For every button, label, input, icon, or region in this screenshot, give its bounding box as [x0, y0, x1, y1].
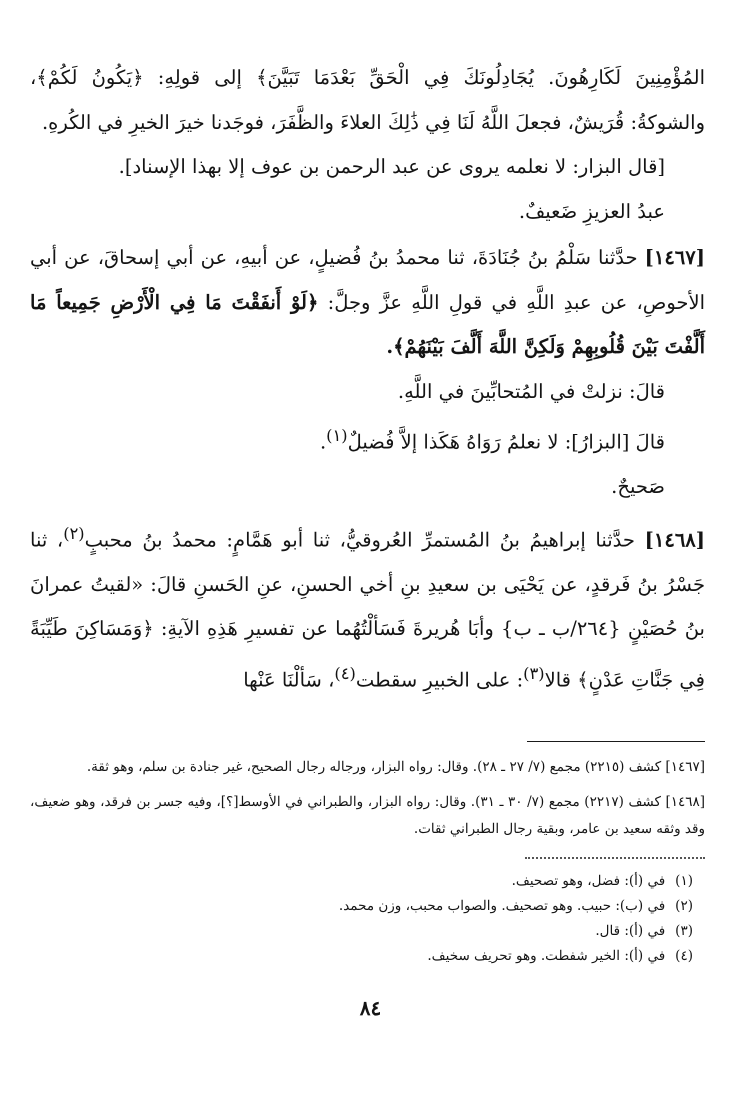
hadith-1467-commentary: قالَ: نزلتْ في المُتحابِّينَ في اللَّهِ.	[397, 379, 665, 403]
hadith-1467-line-2	[30, 414, 705, 465]
grading-line: عبدُ العزيزِ ضَعيفٌ.	[518, 199, 665, 223]
note-number: (٤)	[675, 947, 693, 964]
bazzar-comment-1	[30, 145, 705, 190]
hadith-1468-part-d: ، سَألْنَا عَنْها	[243, 668, 335, 691]
takhrij-1467: [١٤٦٧] كشف (٢٢١٥) مجمع (٧/ ٢٧ ـ ٢٨). وقال: رواه البزار، ورجاله رجال الصحيح، غير جنادة بن سلم، وهو ثقة.	[86, 758, 705, 775]
note-number: (٣)	[675, 922, 693, 939]
dotted-separator	[525, 857, 705, 859]
hadith-1468	[30, 512, 705, 703]
hadith-1467-chain: حدَّثنا سَلْمُ بنُ جُنَادَةَ، ثنا محمدُ بنُ فُضيلٍ، عن أبيهِ، عن أبي إسحاقَ، عن أبي الأحوصِ، عن عبدِ اللَّهِ في قولِ اللَّهِ عزَّ وجلَّ:	[30, 246, 705, 314]
hadith-1468-part-a: حدَّثنا إبراهيمُ بنُ المُستمرِّ العُروقيُّ، ثنا أبو هَمَّامٍ: محمدُ بنُ محببٍ	[84, 528, 635, 551]
hadith-1467-remark-end: .	[319, 430, 327, 454]
takhrij-1468: [١٤٦٨] كشف (٢٢١٧) مجمع (٧/ ٣٠ ـ ٣١). وقال: رواه البزار، والطبراني في الأوسط[؟]، وفيه جسر بن فرقد، وهو ضعيف، وقد وثقه سعيد بن عامر، وبقية رجال الطبراني ثقات.	[30, 793, 706, 837]
intro-text: المُؤْمِنِينَ لَكَارِهُونَ. يُجَادِلُونَكَ فِي الْحَقِّ بَعْدَمَا تَبَيَّنَ﴾ إلى قولِهِ: ﴿يَكُونُ لَكُمْ﴾، والشوكةُ: قُرَيشٌ، فجعلَ اللَّهُ لَنَا فِي ذَٰلِكَ العلاءَ والظَّفَرَ، فوجَدنا خيرَ الخيرِ في الكُرهِ.	[30, 66, 705, 134]
note-number: (١)	[675, 872, 693, 889]
footnote-divider	[527, 741, 705, 742]
note-number: (٢)	[675, 897, 693, 914]
hadith-1467-bazzar-remark: قالَ [البزارُ]: لا نعلمُ رَوَاهُ هَكَذا إلاَّ فُضيلٌ	[347, 430, 665, 454]
page-number: ٨٤	[359, 996, 382, 1020]
note-item	[30, 919, 693, 944]
bazzar-comment-line: [قال البزار: لا نعلمه يروى عن عبد الرحمن بن عوف إلا بهذا الإسناد].	[118, 155, 665, 178]
note-item	[30, 894, 693, 919]
note-item	[30, 869, 693, 894]
hadith-1467-verse: ﴿لَوْ أَنفَقْتَ مَا فِي الْأَرْضِ جَمِيعاً مَا أَلَّفْتَ بَيْنَ قُلُوبِهِمْ وَلَكِنَّ اللَّهَ أَلَّفَ بَيْنَهُمْ﴾.	[30, 290, 705, 358]
hadith-number-1467: [١٤٦٧]	[644, 246, 705, 269]
note-item	[30, 944, 693, 969]
note-text: في (أ): قال.	[595, 922, 666, 939]
takhrij-footnotes	[30, 754, 705, 843]
hadith-1467	[30, 236, 705, 370]
note-text: في (أ): فضل، وهو تصحيف.	[511, 872, 666, 889]
paragraph-intro	[30, 56, 705, 145]
note-text: في (أ): الخير شفطت. وهو تحريف سخيف.	[427, 947, 666, 964]
hadith-1467-line-3	[30, 465, 705, 510]
hadith-number-1468: [١٤٦٨]	[644, 528, 706, 551]
main-text	[30, 56, 705, 703]
footnote-ref-4[interactable]: (٤)	[334, 663, 356, 683]
footnote-ref-1[interactable]: (١)	[326, 426, 348, 445]
note-text: في (ب): حبيب. وهو تصحيف. والصواب محبب، وزن محمد.	[338, 897, 666, 914]
hadith-1467-line-1	[30, 370, 705, 415]
footnote-ref-2[interactable]: (٢)	[63, 523, 85, 543]
grading-1	[30, 190, 705, 235]
variant-notes	[30, 869, 705, 969]
hadith-1468-part-c: : على الخبيرِ سقطت	[355, 668, 524, 691]
hadith-1468-part-b: ، ثنا جَسْرُ بنُ فَرقدٍ، عن يَحْيَى بن سعيدِ بنِ أخي الحسنِ، عنِ الحَسنِ قالَ: «لقيتُ عمرانَ بنُ حُصَيْنٍ {٢٦٤/ب ـ ب} وأبَا هُريرةَ فَسَألْتُهُما عن تفسيرِ هَذِهِ الآيةِ: ﴿وَمَسَاكِنَ طَيِّبَةً فِي جَنَّاتِ عَدْنٍ﴾ قالا	[30, 528, 705, 691]
footnote-ref-3[interactable]: (٣)	[523, 663, 545, 683]
hadith-1467-grading: صَحيحٌ.	[611, 475, 665, 498]
